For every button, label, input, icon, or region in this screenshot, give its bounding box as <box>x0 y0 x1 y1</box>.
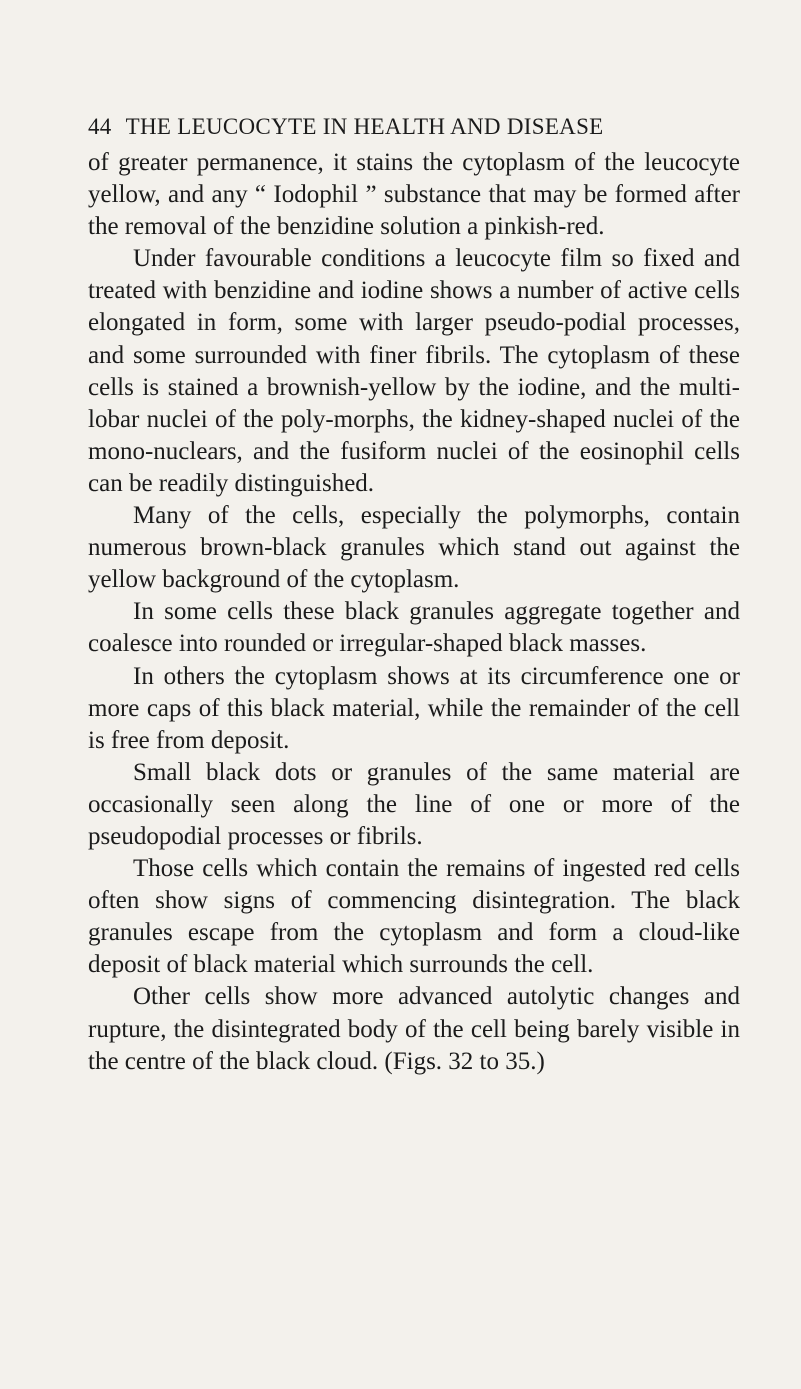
paragraph: Small black dots or granules of the same material are occasionally seen along the line of one or more of the pseudopodial processes or fibrils. <box>88 758 740 850</box>
body-text <box>88 147 740 1078</box>
running-head <box>88 114 748 140</box>
paragraph-continuation: of greater permanence, it stains the cytoplasm of the leucocyte yellow, and any “ Iodophil ” substance that may be formed after the removal of the benzidine solution a pinkish-red. <box>88 149 740 241</box>
page-number: 44 <box>88 114 112 139</box>
paragraph: Under favourable conditions a leucocyte film so fixed and treated with benzidine and iodine shows a number of active cells elongated in form, some with larger pseudo-podial processes, and some surrounded with finer fibrils. The cytoplasm of these cells is stained a brownish-yellow by the iodine, and the multi-lobar nuclei of the poly-morphs, the kidney-shaped nuclei of the mono-nuclears, and the fusiform nuclei of the eosinophil cells can be readily distinguished. <box>88 245 740 497</box>
paragraph: Those cells which contain the remains of ingested red cells often show signs of commencing disintegration. The black granules escape from the cytoplasm and form a cloud-like deposit of black material which surrounds the cell. <box>88 855 740 979</box>
paragraph: Many of the cells, especially the polymorphs, contain numerous brown-black granules which stand out against the yellow background of the cytoplasm. <box>88 502 740 594</box>
paragraph: Other cells show more advanced autolytic changes and rupture, the disintegrated body of the cell being barely visible in the centre of the black cloud. (Figs. 32 to 35.) <box>88 983 740 1075</box>
running-title: THE LEUCOCYTE IN HEALTH AND DISEASE <box>125 114 604 139</box>
paragraph: In some cells these black granules aggregate together and coalesce into rounded or irregular-shaped black masses. <box>88 598 740 658</box>
paragraph: In others the cytoplasm shows at its circumference one or more caps of this black material, while the remainder of the cell is free from deposit. <box>88 662 740 754</box>
